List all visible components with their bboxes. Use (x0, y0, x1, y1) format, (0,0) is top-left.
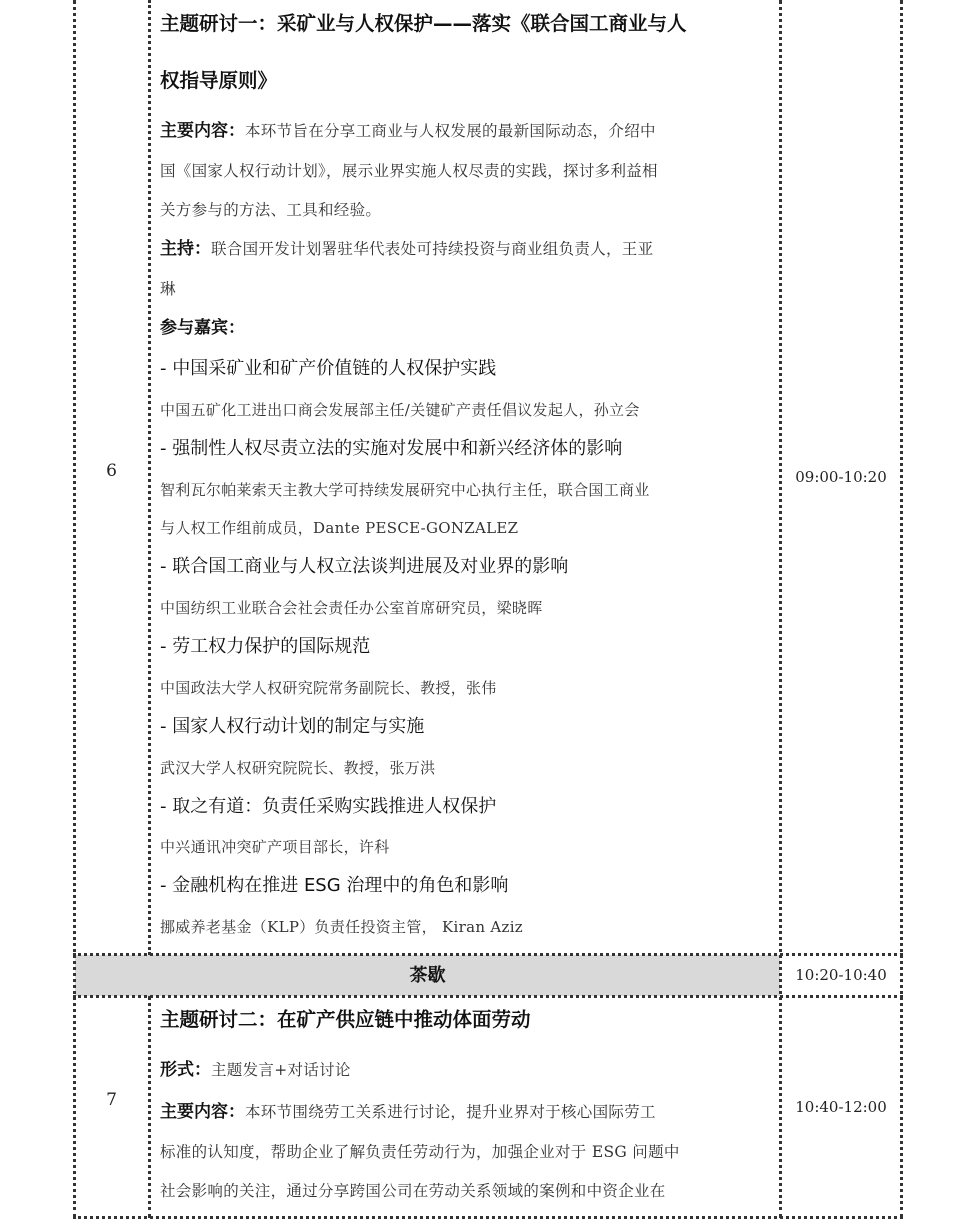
main-content-line: 标准的认知度，帮助企业了解负责任劳动行为，加强企业对于 ESG 问题中 (160, 1143, 680, 1161)
host-label: 主持： (160, 239, 211, 259)
row-number: 7 (106, 1090, 117, 1110)
agenda-speaker: 中国政法大学人权研究院常务副院长、教授，张伟 (160, 679, 497, 697)
table-border-bottom (73, 1216, 903, 1219)
session-title-line: 主题研讨一：采矿业与人权保护——落实《联合国工商业与人 (160, 12, 687, 35)
agenda-speaker: 中兴通讯冲突矿产项目部长，许科 (160, 838, 390, 856)
session-title-line: 主题研讨二：在矿产供应链中推动体面劳动 (160, 1008, 531, 1031)
agenda-speaker: 智利瓦尔帕莱索天主教大学可持续发展研究中心执行主任，联合国工商业 (160, 481, 650, 499)
break-label: 茶歇 (409, 965, 446, 986)
table-border-right (900, 0, 903, 1218)
agenda-topic: - 强制性人权尽责立法的实施对发展中和新兴经济体的影响 (160, 438, 623, 459)
host-line (160, 239, 653, 259)
form-label: 形式： (160, 1060, 211, 1080)
agenda-topic: - 劳工权力保护的国际规范 (160, 636, 371, 657)
agenda-topic: - 中国采矿业和矿产价值链的人权保护实践 (160, 358, 497, 379)
table-border-number-column (148, 0, 151, 955)
row-time: 09:00-10:20 (795, 468, 887, 486)
row-time: 10:40-12:00 (795, 1098, 887, 1116)
form-text: 主题发言+对话讨论 (211, 1061, 351, 1079)
main-content-text: 本环节围绕劳工关系进行讨论，提升业界对于核心国际劳工 (245, 1103, 656, 1121)
session-content (160, 996, 772, 1216)
agenda-topic: - 金融机构在推进 ESG 治理中的角色和影响 (160, 875, 509, 896)
main-content-label: 主要内容： (160, 1102, 245, 1122)
session-content (160, 0, 772, 953)
main-content-label: 主要内容： (160, 121, 245, 141)
guests-heading (160, 318, 245, 338)
agenda-topic: - 取之有道：负责任采购实践推进人权保护 (160, 796, 497, 817)
agenda-speaker: 中国纺织工业联合会社会责任办公室首席研究员，梁晓晖 (160, 599, 543, 617)
session-title-line: 权指导原则》 (160, 69, 278, 92)
main-content-line: 关方参与的方法、工具和经验。 (160, 201, 382, 219)
break-time: 10:20-10:40 (795, 966, 887, 984)
row-number: 6 (106, 461, 117, 481)
table-border-left (73, 0, 76, 1218)
agenda-speaker: 中国五矿化工进出口商会发展部主任/关键矿产责任倡议发起人，孙立会 (160, 401, 640, 419)
host-text: 联合国开发计划署驻华代表处可持续投资与商业组负责人，王亚 (211, 240, 654, 258)
table-border-number-column-lower (148, 996, 151, 1218)
agenda-speaker: 武汉大学人权研究院院长、教授，张万洪 (160, 759, 436, 777)
table-border-time-column (779, 0, 782, 1218)
agenda-topic: - 国家人权行动计划的制定与实施 (160, 716, 425, 737)
agenda-topic: - 联合国工商业与人权立法谈判进展及对业界的影响 (160, 556, 569, 577)
host-line: 琳 (160, 280, 176, 298)
main-content-line (160, 121, 656, 141)
main-content-text: 本环节旨在分享工商业与人权发展的最新国际动态，介绍中 (245, 122, 656, 140)
main-content-line: 国《国家人权行动计划》，展示业界实施人权尽责的实践，探讨多利益相 (160, 162, 658, 180)
agenda-speaker: 挪威养老基金（KLP）负责任投资主管， Kiran Aziz (160, 918, 524, 936)
guests-label: 参与嘉宾： (160, 318, 245, 338)
main-content-line (160, 1102, 656, 1122)
form-line (160, 1060, 351, 1080)
agenda-speaker: 与人权工作组前成员，Dante PESCE-GONZALEZ (160, 519, 519, 537)
main-content-line: 社会影响的关注，通过分享跨国公司在劳动关系领域的案例和中资企业在 (160, 1182, 666, 1200)
